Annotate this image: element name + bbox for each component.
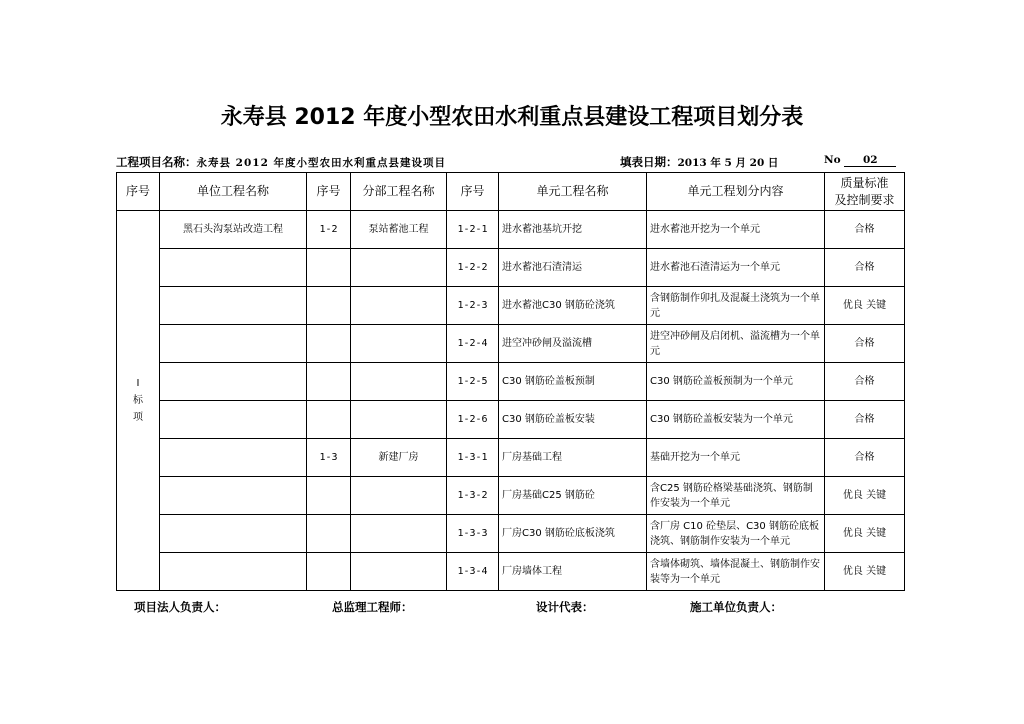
quality-cell: 合格 bbox=[825, 249, 905, 287]
sub-name-cell: 泵站蓄池工程 bbox=[351, 211, 447, 249]
chief-supervisor-label: 总监理工程师： bbox=[332, 600, 413, 614]
quality-cell: 合格 bbox=[825, 325, 905, 363]
sub-name-cell bbox=[351, 477, 447, 515]
header-quality-line1: 质量标准 bbox=[840, 175, 889, 190]
project-label: 工程项目名称： bbox=[116, 155, 197, 169]
elem-no-cell: 1-2-3 bbox=[447, 287, 499, 325]
content-cell: 含墙体砌筑、墙体混凝土、钢筋制作安装等为一个单元 bbox=[647, 553, 825, 591]
quality-cell: 优良 关键 bbox=[825, 553, 905, 591]
header-elem-content: 单元工程划分内容 bbox=[647, 173, 825, 211]
elem-name-cell: 厂房墙体工程 bbox=[499, 553, 647, 591]
quality-cell: 优良 关键 bbox=[825, 515, 905, 553]
section-label bbox=[117, 211, 160, 591]
header-elem-seq: 序号 bbox=[447, 173, 499, 211]
elem-name-cell: 进空冲砂闸及溢流槽 bbox=[499, 325, 647, 363]
sub-name-cell bbox=[351, 287, 447, 325]
sub-no-cell bbox=[307, 249, 351, 287]
legal-representative-label: 项目法人负责人： bbox=[134, 600, 226, 614]
table-header-row bbox=[117, 173, 905, 211]
meta-row bbox=[116, 154, 904, 172]
project-value: 永寿县 2012 年度小型农田水利重点县建设项目 bbox=[196, 157, 447, 169]
table-row bbox=[117, 401, 905, 439]
sub-name-cell bbox=[351, 515, 447, 553]
design-representative-label: 设计代表： bbox=[536, 600, 594, 614]
sub-no-cell bbox=[307, 515, 351, 553]
unit-name-cell bbox=[160, 401, 307, 439]
content-cell: 含C25 钢筋砼格梁基础浇筑、钢筋制作安装为一个单元 bbox=[647, 477, 825, 515]
content-cell: 含钢筋制作卯扎及混凝土浇筑为一个单元 bbox=[647, 287, 825, 325]
quality-cell: 合格 bbox=[825, 211, 905, 249]
content-cell: 含厂房 C10 砼垫层、C30 钢筋砼底板浇筑、钢筋制作安装为一个单元 bbox=[647, 515, 825, 553]
sub-no-cell bbox=[307, 287, 351, 325]
quality-cell: 合格 bbox=[825, 363, 905, 401]
header-quality-line2: 及控制要求 bbox=[834, 192, 895, 207]
section-label-line: Ⅰ bbox=[136, 378, 140, 389]
sub-name-cell bbox=[351, 325, 447, 363]
no-label: No bbox=[824, 154, 841, 166]
unit-name-cell bbox=[160, 287, 307, 325]
unit-name-cell bbox=[160, 553, 307, 591]
content-cell: C30 钢筋砼盖板预制为一个单元 bbox=[647, 363, 825, 401]
elem-no-cell: 1-2-4 bbox=[447, 325, 499, 363]
division-table bbox=[116, 172, 905, 591]
quality-cell: 优良 关键 bbox=[825, 287, 905, 325]
table-row bbox=[117, 249, 905, 287]
elem-name-cell: 厂房C30 钢筋砼底板浇筑 bbox=[499, 515, 647, 553]
elem-no-cell: 1-3-1 bbox=[447, 439, 499, 477]
elem-no-cell: 1-3-4 bbox=[447, 553, 499, 591]
unit-name-cell bbox=[160, 363, 307, 401]
elem-no-cell: 1-3-3 bbox=[447, 515, 499, 553]
form-number bbox=[824, 154, 896, 167]
header-sub-seq: 序号 bbox=[307, 173, 351, 211]
elem-no-cell: 1-2-5 bbox=[447, 363, 499, 401]
sub-no-cell bbox=[307, 325, 351, 363]
date-value: 2013 年 5 月 20 日 bbox=[677, 157, 779, 169]
table-row bbox=[117, 325, 905, 363]
elem-no-cell: 1-2-6 bbox=[447, 401, 499, 439]
sub-no-cell: 1-3 bbox=[307, 439, 351, 477]
sub-name-cell bbox=[351, 553, 447, 591]
sub-no-cell bbox=[307, 401, 351, 439]
document-title: 永寿县 2012 年度小型农田水利重点县建设工程项目划分表 bbox=[220, 105, 804, 130]
unit-name-cell: 黑石头沟泵站改造工程 bbox=[160, 211, 307, 249]
table-row bbox=[117, 439, 905, 477]
elem-name-cell: 厂房基础工程 bbox=[499, 439, 647, 477]
sub-name-cell bbox=[351, 363, 447, 401]
quality-cell: 优良 关键 bbox=[825, 477, 905, 515]
elem-name-cell: C30 钢筋砼盖板安装 bbox=[499, 401, 647, 439]
unit-name-cell bbox=[160, 515, 307, 553]
header-quality bbox=[825, 173, 905, 211]
header-elem-name: 单元工程名称 bbox=[499, 173, 647, 211]
content-cell: 进水蓄池石渣清运为一个单元 bbox=[647, 249, 825, 287]
content-cell: 基础开挖为一个单元 bbox=[647, 439, 825, 477]
sub-no-cell bbox=[307, 553, 351, 591]
sub-name-cell bbox=[351, 249, 447, 287]
content-cell: C30 钢筋砼盖板安装为一个单元 bbox=[647, 401, 825, 439]
content-cell: 进空冲砂闸及启闭机、溢流槽为一个单元 bbox=[647, 325, 825, 363]
unit-name-cell bbox=[160, 325, 307, 363]
quality-cell: 合格 bbox=[825, 401, 905, 439]
table-row bbox=[117, 211, 905, 249]
table-row bbox=[117, 553, 905, 591]
sub-no-cell bbox=[307, 477, 351, 515]
elem-no-cell: 1-3-2 bbox=[447, 477, 499, 515]
date-label: 填表日期： bbox=[620, 155, 678, 169]
elem-name-cell: 进水蓄池石渣清运 bbox=[499, 249, 647, 287]
sub-name-cell bbox=[351, 401, 447, 439]
elem-name-cell: C30 钢筋砼盖板预制 bbox=[499, 363, 647, 401]
header-unit-name: 单位工程名称 bbox=[160, 173, 307, 211]
unit-name-cell bbox=[160, 249, 307, 287]
table-row bbox=[117, 287, 905, 325]
table-row bbox=[117, 515, 905, 553]
project-name bbox=[116, 154, 446, 170]
section-label-line: 标 bbox=[133, 395, 143, 406]
elem-name-cell: 进水蓄池C30 钢筋砼浇筑 bbox=[499, 287, 647, 325]
section-label-line: 项 bbox=[133, 412, 143, 423]
elem-no-cell: 1-2-1 bbox=[447, 211, 499, 249]
construction-leader-label: 施工单位负责人： bbox=[690, 600, 782, 614]
elem-name-cell: 进水蓄池基坑开挖 bbox=[499, 211, 647, 249]
sub-no-cell bbox=[307, 363, 351, 401]
fill-date bbox=[620, 154, 778, 170]
elem-no-cell: 1-2-2 bbox=[447, 249, 499, 287]
sub-no-cell: 1-2 bbox=[307, 211, 351, 249]
unit-name-cell bbox=[160, 439, 307, 477]
header-seq: 序号 bbox=[117, 173, 160, 211]
elem-name-cell: 厂房基础C25 钢筋砼 bbox=[499, 477, 647, 515]
content-cell: 进水蓄池开挖为一个单元 bbox=[647, 211, 825, 249]
table-row bbox=[117, 477, 905, 515]
sub-name-cell: 新建厂房 bbox=[351, 439, 447, 477]
unit-name-cell bbox=[160, 477, 307, 515]
table-row bbox=[117, 363, 905, 401]
quality-cell: 合格 bbox=[825, 439, 905, 477]
no-value: 02 bbox=[844, 154, 896, 167]
header-sub-name: 分部工程名称 bbox=[351, 173, 447, 211]
